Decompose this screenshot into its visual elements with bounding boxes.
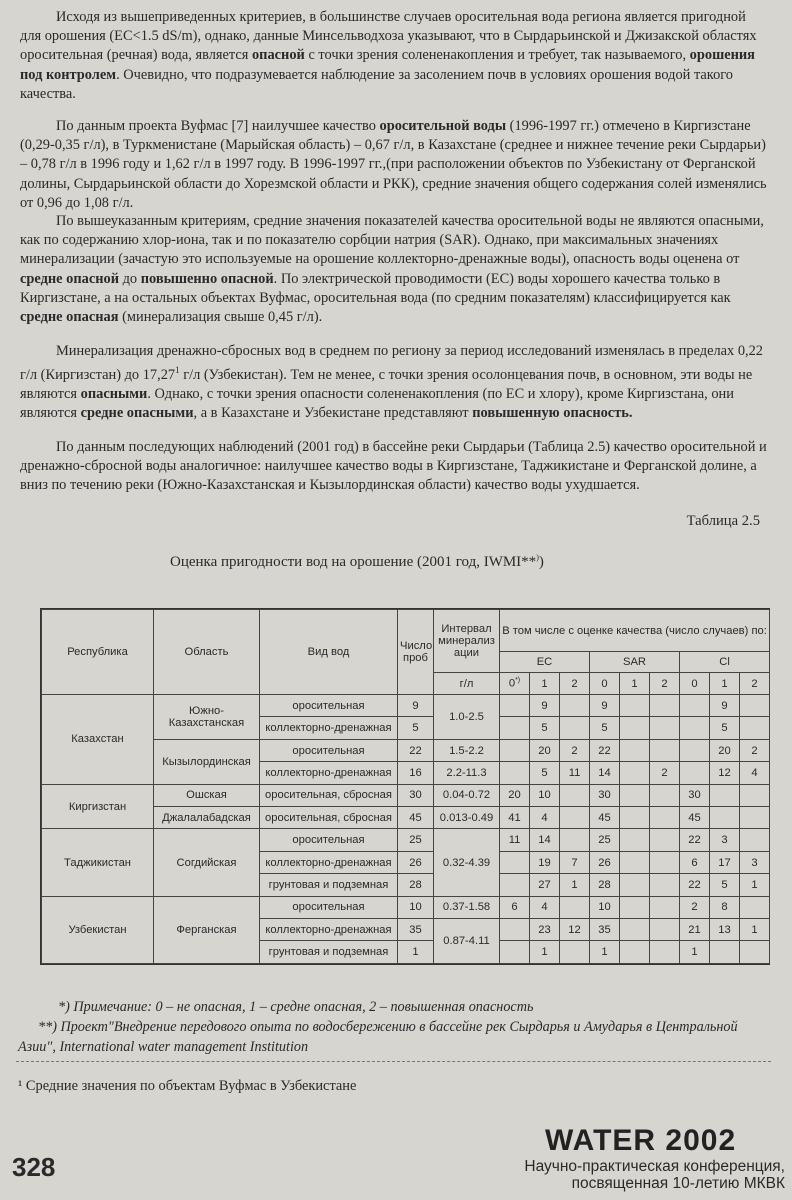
water-type-cell: оросительная, сбросная <box>260 807 398 829</box>
value-cell: 2 <box>650 762 680 784</box>
value-cell: 1 <box>740 874 770 896</box>
value-cell: 5 <box>530 717 560 739</box>
value-cell <box>500 851 530 873</box>
value-cell: 4 <box>740 762 770 784</box>
value-cell <box>620 739 650 761</box>
value-cell <box>500 739 530 761</box>
count-cell: 35 <box>398 919 434 941</box>
value-cell: 4 <box>530 896 560 918</box>
value-cell <box>680 739 710 761</box>
value-cell: 2 <box>680 896 710 918</box>
value-cell: 9 <box>590 695 620 717</box>
republic-cell: Киргизстан <box>42 784 154 829</box>
value-cell: 10 <box>590 896 620 918</box>
interval-cell: 0.04-0.72 <box>434 784 500 806</box>
paragraph-1: Исходя из вышеприведенных критериев, в большинстве случаев оросительная вода региона является пригодной для орошения (ЕС<1.5 dS/m), однако, данные Минсельводхоза указывают, что в Сырдарьинской и Джизакской областях оросительная (речная) вода, является опасной с точки зрения солененакопления и требует, так называемого, орошения под контролем. Очевидно, что подразумевается наблюдение за засолением почв в условиях орошения водой такого качества. <box>20 9 757 102</box>
count-cell: 5 <box>398 717 434 739</box>
water-type-cell: оросительная <box>260 896 398 918</box>
water-type-cell: коллекторно-дренажная <box>260 762 398 784</box>
value-cell: 2 <box>560 739 590 761</box>
value-cell <box>680 695 710 717</box>
value-cell: 20 <box>500 784 530 806</box>
header-cl: Cl <box>680 652 770 673</box>
conference-line-2: посвященная 10-летию МКВК <box>571 1175 785 1192</box>
value-cell <box>710 941 740 964</box>
value-cell: 9 <box>710 695 740 717</box>
value-cell: 13 <box>710 919 740 941</box>
value-cell <box>650 829 680 851</box>
value-cell: 6 <box>500 896 530 918</box>
value-cell <box>560 717 590 739</box>
value-cell <box>680 717 710 739</box>
value-cell: 11 <box>560 762 590 784</box>
paragraph-3: По вышеуказанным критериям, средние значения показателей качества оросительной воды не являются опасными, как по содержанию хлор-иона, так и по показателю сорбции натрия (SAR). Однако, при максимальных значениях минерализации (зачастую это используемые на орошение коллекторно-дренажные воды), опасность воды оценена от средне опасной до повышенно опасной. По электрической проводимости (ЕС) воды хорошего качества только в Киргизстане, а на остальных объектах Вуфмас, оросительная вода (по средним показателям) классифицируется как средне опасная (минерализация свыше 0,45 г/л). <box>20 213 764 326</box>
value-cell: 26 <box>590 851 620 873</box>
value-cell <box>650 896 680 918</box>
region-cell: Ферганская <box>154 896 260 963</box>
header-ec-0: 0*) <box>500 673 530 695</box>
interval-cell: 1.0-2.5 <box>434 695 500 740</box>
value-cell: 22 <box>590 739 620 761</box>
water-type-cell: коллекторно-дренажная <box>260 851 398 873</box>
header-cl-2: 2 <box>740 673 770 695</box>
value-cell <box>740 695 770 717</box>
value-cell <box>650 874 680 896</box>
value-cell <box>620 941 650 964</box>
header-ec-1: 1 <box>530 673 560 695</box>
value-cell <box>710 807 740 829</box>
value-cell: 12 <box>710 762 740 784</box>
value-cell: 8 <box>710 896 740 918</box>
count-cell: 45 <box>398 807 434 829</box>
value-cell <box>560 896 590 918</box>
page-number: 328 <box>12 1152 56 1182</box>
header-ec: ЕС <box>500 652 590 673</box>
interval-cell: 2.2-11.3 <box>434 762 500 784</box>
value-cell: 1 <box>740 919 770 941</box>
paragraph-2: По данным проекта Вуфмас [7] наилучшее качество оросительной воды (1996-1997 гг.) отмечено в Киргизстане (0,29-0,35 г/л), в Туркменистане (Марыйская область) – 0,67 г/л, в Казахстане (среднее и нижнее течение реки Сырдарьи) – 0,78 г/л в 1996 году и 1,62 г/л в 1997 году. В 1996-1997 гг.,(при расположении объектов по Узбекистану от Ферганской долины, Сырдарьинской области до Хорезмской области и РКК), средние значения общего содержания солей изменялись от 0,96 до 1,08 г/л. <box>20 118 767 211</box>
value-cell <box>740 896 770 918</box>
value-cell: 27 <box>530 874 560 896</box>
interval-cell: 1.5-2.2 <box>434 739 500 761</box>
value-cell: 17 <box>710 851 740 873</box>
value-cell <box>500 919 530 941</box>
header-cl-1: 1 <box>710 673 740 695</box>
value-cell: 10 <box>530 784 560 806</box>
value-cell <box>620 695 650 717</box>
header-sar-0: 0 <box>590 673 620 695</box>
value-cell: 5 <box>710 717 740 739</box>
header-quality: В том числе с оценке качества (число случаев) по: <box>500 610 770 652</box>
value-cell: 45 <box>590 807 620 829</box>
value-cell: 5 <box>710 874 740 896</box>
table-notes <box>18 997 778 1057</box>
value-cell <box>620 829 650 851</box>
value-cell <box>650 941 680 964</box>
value-cell: 30 <box>590 784 620 806</box>
footnote-divider <box>16 1061 771 1062</box>
count-cell: 9 <box>398 695 434 717</box>
value-cell <box>740 717 770 739</box>
water-type-cell: оросительная <box>260 739 398 761</box>
value-cell <box>650 784 680 806</box>
value-cell <box>680 762 710 784</box>
water-quality-table <box>40 608 770 965</box>
value-cell: 9 <box>530 695 560 717</box>
count-cell: 22 <box>398 739 434 761</box>
value-cell: 20 <box>530 739 560 761</box>
region-cell: Согдийская <box>154 829 260 896</box>
value-cell: 23 <box>530 919 560 941</box>
value-cell: 4 <box>530 807 560 829</box>
water-type-cell: грунтовая и подземная <box>260 941 398 964</box>
value-cell <box>500 874 530 896</box>
region-cell: Ошская <box>154 784 260 806</box>
header-mineralization: Интервал минерализ ации <box>434 610 500 673</box>
water-type-cell: оросительная, сбросная <box>260 784 398 806</box>
value-cell: 3 <box>710 829 740 851</box>
region-cell: Кызылординская <box>154 739 260 784</box>
value-cell <box>740 941 770 964</box>
value-cell: 12 <box>560 919 590 941</box>
value-cell <box>560 829 590 851</box>
count-cell: 10 <box>398 896 434 918</box>
value-cell <box>710 784 740 806</box>
value-cell <box>620 919 650 941</box>
value-cell: 25 <box>590 829 620 851</box>
value-cell: 1 <box>680 941 710 964</box>
value-cell: 45 <box>680 807 710 829</box>
count-cell: 1 <box>398 941 434 964</box>
table-number: Таблица 2.5 <box>686 513 760 529</box>
water-type-cell: грунтовая и подземная <box>260 874 398 896</box>
value-cell: 30 <box>680 784 710 806</box>
header-republic: Республика <box>42 610 154 695</box>
paragraph-5: По данным последующих наблюдений (2001 год) в бассейне реки Сырдарьи (Таблица 2.5) качество оросительной и дренажно-сбросной воды аналогичное: наилучшее качество воды в Киргизстане, Таджикистане и Ферганской долине, а вниз по течению реки (Южно-Казахстанская и Кызылординская области) качество воды ухудшается. <box>20 439 767 494</box>
count-cell: 16 <box>398 762 434 784</box>
table-row <box>42 695 770 717</box>
water-type-cell: оросительная <box>260 829 398 851</box>
table-row <box>42 784 770 806</box>
value-cell <box>740 784 770 806</box>
value-cell <box>620 762 650 784</box>
value-cell: 14 <box>530 829 560 851</box>
value-cell <box>620 851 650 873</box>
value-cell: 3 <box>740 851 770 873</box>
water-2002-logo: WATER 2002 <box>545 1124 737 1157</box>
value-cell <box>740 807 770 829</box>
conference-caption <box>505 1158 785 1192</box>
table-title: Оценка пригодности вод на орошение (2001 год, IWMI**)) <box>170 553 544 570</box>
header-region: Область <box>154 610 260 695</box>
value-cell: 41 <box>500 807 530 829</box>
value-cell: 7 <box>560 851 590 873</box>
header-water-type: Вид вод <box>260 610 398 695</box>
republic-cell: Казахстан <box>42 695 154 785</box>
value-cell: 14 <box>590 762 620 784</box>
value-cell <box>620 784 650 806</box>
interval-cell: 0.013-0.49 <box>434 807 500 829</box>
value-cell <box>500 717 530 739</box>
count-cell: 25 <box>398 829 434 851</box>
header-sar: SAR <box>590 652 680 673</box>
value-cell: 21 <box>680 919 710 941</box>
value-cell <box>560 941 590 964</box>
value-cell: 22 <box>680 829 710 851</box>
value-cell: 20 <box>710 739 740 761</box>
value-cell: 1 <box>590 941 620 964</box>
count-cell: 28 <box>398 874 434 896</box>
value-cell <box>650 807 680 829</box>
republic-cell: Таджикистан <box>42 829 154 896</box>
value-cell <box>650 717 680 739</box>
value-cell <box>620 896 650 918</box>
table-row <box>42 829 770 851</box>
interval-cell: 0.32-4.39 <box>434 829 500 896</box>
value-cell: 22 <box>680 874 710 896</box>
value-cell <box>740 829 770 851</box>
paragraph-4: Минерализация дренажно-сбросных вод в среднем по региону за период исследований изменялась в пределах 0,22 г/л (Киргизстан) до 17,27$^1$ г/л (Узбекистан). Тем не менее, с точки зрения осолонцевания почв, в основном, эти воды не являются опасными. Однако, с точки зрения опасности солененакопления (по ЕС и хлору), кроме Киргизстана, они являются средне опасными, а в Казахстане и Узбекистане представляют повышенную опасность. <box>20 343 764 422</box>
value-cell <box>650 739 680 761</box>
value-cell <box>620 717 650 739</box>
value-cell <box>500 941 530 964</box>
value-cell: 11 <box>500 829 530 851</box>
count-cell: 30 <box>398 784 434 806</box>
count-cell: 26 <box>398 851 434 873</box>
value-cell: 2 <box>740 739 770 761</box>
value-cell <box>500 762 530 784</box>
interval-cell: 0.37-1.58 <box>434 896 500 918</box>
value-cell <box>620 807 650 829</box>
value-cell <box>620 874 650 896</box>
value-cell: 6 <box>680 851 710 873</box>
region-cell: Южно-Казахстанская <box>154 695 260 740</box>
footnote: ¹ Средние значения по объектам Вуфмас в Узбекистане <box>18 1078 357 1094</box>
value-cell <box>650 851 680 873</box>
note-legend: *) Примечание: 0 – не опасная, 1 – средне опасная, 2 – повышенная опасность <box>58 999 534 1015</box>
header-sar-1: 1 <box>620 673 650 695</box>
value-cell <box>560 695 590 717</box>
header-unit: г/л <box>434 673 500 695</box>
value-cell <box>650 695 680 717</box>
region-cell: Джалалабадская <box>154 807 260 829</box>
header-cl-0: 0 <box>680 673 710 695</box>
value-cell: 1 <box>530 941 560 964</box>
note-project: **) Проект"Внедрение передового опыта по водосбережению в бассейне рек Сырдарья и Амударья в Центральной Азии", International water management Institution <box>18 1019 738 1055</box>
value-cell: 19 <box>530 851 560 873</box>
value-cell: 1 <box>560 874 590 896</box>
water-type-cell: коллекторно-дренажная <box>260 919 398 941</box>
water-type-cell: оросительная <box>260 695 398 717</box>
water-type-cell: коллекторно-дренажная <box>260 717 398 739</box>
header-sar-2: 2 <box>650 673 680 695</box>
republic-cell: Узбекистан <box>42 896 154 963</box>
header-ec-2: 2 <box>560 673 590 695</box>
value-cell <box>560 807 590 829</box>
interval-cell: 0.87-4.11 <box>434 919 500 964</box>
conference-line-1: Научно-практическая конференция, <box>524 1158 785 1175</box>
value-cell <box>650 919 680 941</box>
value-cell <box>500 695 530 717</box>
table-row <box>42 896 770 918</box>
value-cell: 35 <box>590 919 620 941</box>
value-cell: 5 <box>530 762 560 784</box>
value-cell: 28 <box>590 874 620 896</box>
value-cell: 5 <box>590 717 620 739</box>
value-cell <box>560 784 590 806</box>
header-sample-count: Число проб <box>398 610 434 695</box>
